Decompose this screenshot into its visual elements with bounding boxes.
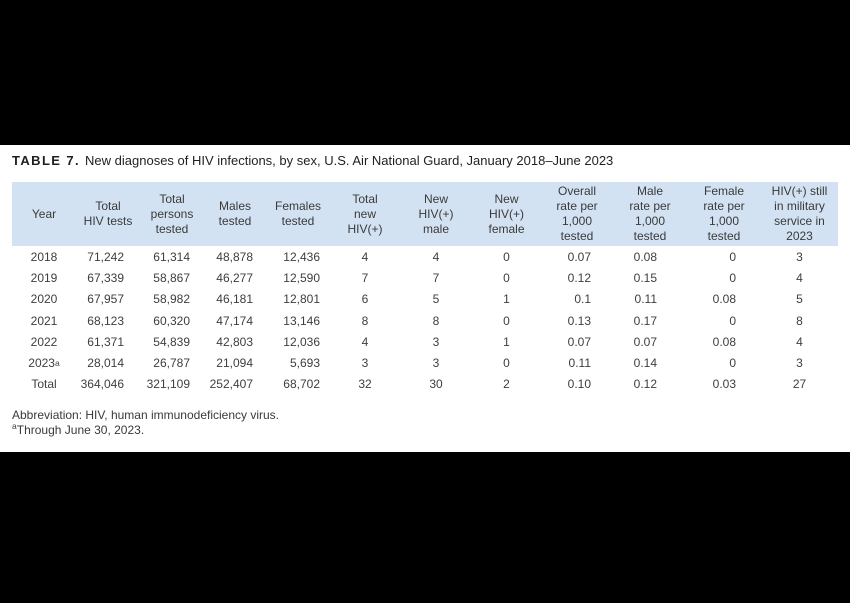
table-cell: 1	[503, 334, 510, 349]
column-header: Females tested	[274, 199, 321, 228]
footnote-through	[12, 423, 279, 438]
letterbox-top	[0, 0, 850, 145]
table-cell: 12,590	[283, 270, 320, 285]
table-cell: 0	[503, 249, 510, 264]
column-header: Male rate per 1,000 tested	[629, 184, 671, 243]
table-cell: 5,693	[289, 356, 320, 371]
table-cell: 68,123	[87, 313, 124, 328]
column-header: Total persons tested	[150, 191, 194, 236]
table-cell: 1	[503, 292, 510, 307]
table-cell: 26,787	[153, 356, 190, 371]
table-cell: 21,094	[216, 356, 253, 371]
table-cell: 0.11	[634, 292, 657, 307]
letterbox-bottom	[0, 452, 850, 603]
table-row	[12, 374, 838, 395]
table-cell: 4	[796, 334, 803, 349]
table-cell: 32	[358, 377, 372, 392]
table-cell: 4	[361, 334, 369, 349]
table-cell: 0.12	[633, 377, 657, 392]
table-cell: 8	[432, 313, 440, 328]
table-cell: 7	[361, 270, 369, 285]
table-cell: 68,702	[283, 377, 320, 392]
table-cell: 3	[432, 356, 440, 371]
table-cell: 0.08	[633, 249, 657, 264]
table-cell: 0.13	[567, 313, 591, 328]
table-cell: 364,046	[80, 377, 124, 392]
table-cell: 0	[729, 356, 736, 371]
table-cell: 0.17	[633, 313, 657, 328]
column-header: Total new HIV(+)	[347, 191, 383, 236]
table-row	[12, 267, 838, 288]
table-cell: 0	[503, 313, 510, 328]
footnote-abbreviation: Abbreviation: HIV, human immunodeficiency virus.	[12, 408, 280, 422]
table-cell: 0	[503, 356, 510, 371]
table-caption: New diagnoses of HIV infections, by sex, U.S. Air National Guard, January 2018–June 2023	[85, 153, 614, 168]
table-cell: 60,320	[153, 313, 190, 328]
table-cell: 4	[361, 249, 369, 264]
table-cell: 71,242	[87, 249, 124, 264]
table-cell: 252,407	[209, 377, 253, 392]
column-header: Year	[31, 206, 57, 221]
report-panel	[0, 145, 850, 452]
table-cell: 2020	[30, 292, 58, 307]
table-cell: Total	[31, 377, 57, 392]
table-cell: 7	[432, 270, 440, 285]
table-cell: 67,957	[87, 292, 124, 307]
table-cell: 27	[792, 377, 807, 392]
column-header: Total HIV tests	[83, 199, 133, 228]
column-header: New HIV(+) male	[418, 191, 454, 236]
table-cell: 2023 a	[28, 356, 60, 371]
table-cell: 2019	[30, 270, 58, 285]
table-title	[12, 153, 613, 169]
column-header: Males tested	[218, 199, 252, 228]
table-cell: 0.07	[567, 334, 591, 349]
table-row	[12, 352, 838, 373]
table-row	[12, 331, 838, 352]
column-header: HIV(+) still in military service in 2023	[771, 184, 828, 243]
table-cell: 13,146	[283, 313, 320, 328]
table-cell: 0	[503, 270, 510, 285]
column-header: Female rate per 1,000 tested	[703, 184, 745, 243]
table-cell: 67,339	[87, 270, 124, 285]
table-cell: 42,803	[216, 334, 253, 349]
table-row	[12, 310, 838, 331]
table-cell: 54,839	[153, 334, 190, 349]
table-body	[12, 246, 838, 395]
table-cell: 0.08	[712, 292, 736, 307]
table-cell: 30	[429, 377, 443, 392]
table-cell: 61,371	[87, 334, 124, 349]
footnote-marker: a	[12, 421, 17, 431]
table-cell: 0	[729, 313, 736, 328]
table-cell: 0.08	[712, 334, 736, 349]
table-cell: 0.14	[633, 356, 657, 371]
table-cell: 3	[361, 356, 369, 371]
table-cell: 0.07	[633, 334, 657, 349]
table-cell: 46,277	[216, 270, 253, 285]
table-cell: 0.15	[633, 270, 657, 285]
table-cell: 4	[432, 249, 440, 264]
table-cell: 28,014	[87, 356, 124, 371]
table-cell: 47,174	[216, 313, 253, 328]
table-cell: 0	[729, 249, 736, 264]
table-cell: 12,036	[283, 334, 320, 349]
table-cell: 2022	[30, 334, 58, 349]
table-cell: 5	[796, 292, 803, 307]
table-header-row	[12, 182, 838, 246]
table-cell: 0.12	[567, 270, 591, 285]
table-number-label: TABLE 7.	[12, 153, 81, 168]
table-cell: 5	[432, 292, 440, 307]
table-cell: 0	[729, 270, 736, 285]
footnote-text: Through June 30, 2023.	[16, 423, 145, 437]
table-cell: 46,181	[216, 292, 253, 307]
table-cell: 48,878	[216, 249, 253, 264]
table-cell: 58,867	[153, 270, 190, 285]
table-cell: 2	[503, 377, 510, 392]
table-cell: 0.11	[568, 356, 591, 371]
column-header: Overall rate per 1,000 tested	[556, 184, 598, 243]
table-cell: 4	[796, 270, 803, 285]
table-cell: 8	[361, 313, 369, 328]
table-row	[12, 246, 838, 267]
table-footnotes	[12, 408, 279, 438]
table-cell: 12,436	[283, 249, 320, 264]
table-cell: 3	[796, 249, 803, 264]
table-cell: 0.03	[712, 377, 736, 392]
table-cell: 0.10	[567, 377, 591, 392]
table-cell: 61,314	[153, 249, 190, 264]
table-cell: 321,109	[146, 377, 190, 392]
table-cell: 0.07	[567, 249, 591, 264]
hiv-table	[12, 182, 838, 395]
table-cell: 2018	[30, 249, 58, 264]
table-cell: 8	[796, 313, 803, 328]
table-cell: 12,801	[283, 292, 320, 307]
column-header: New HIV(+) female	[488, 191, 525, 236]
table-row	[12, 289, 838, 310]
table-cell: 2021	[30, 313, 58, 328]
table-cell: 3	[432, 334, 440, 349]
table-cell: 6	[361, 292, 369, 307]
table-cell: 3	[796, 356, 803, 371]
table-cell: 58,982	[153, 292, 190, 307]
table-cell: 0.1	[574, 292, 591, 307]
